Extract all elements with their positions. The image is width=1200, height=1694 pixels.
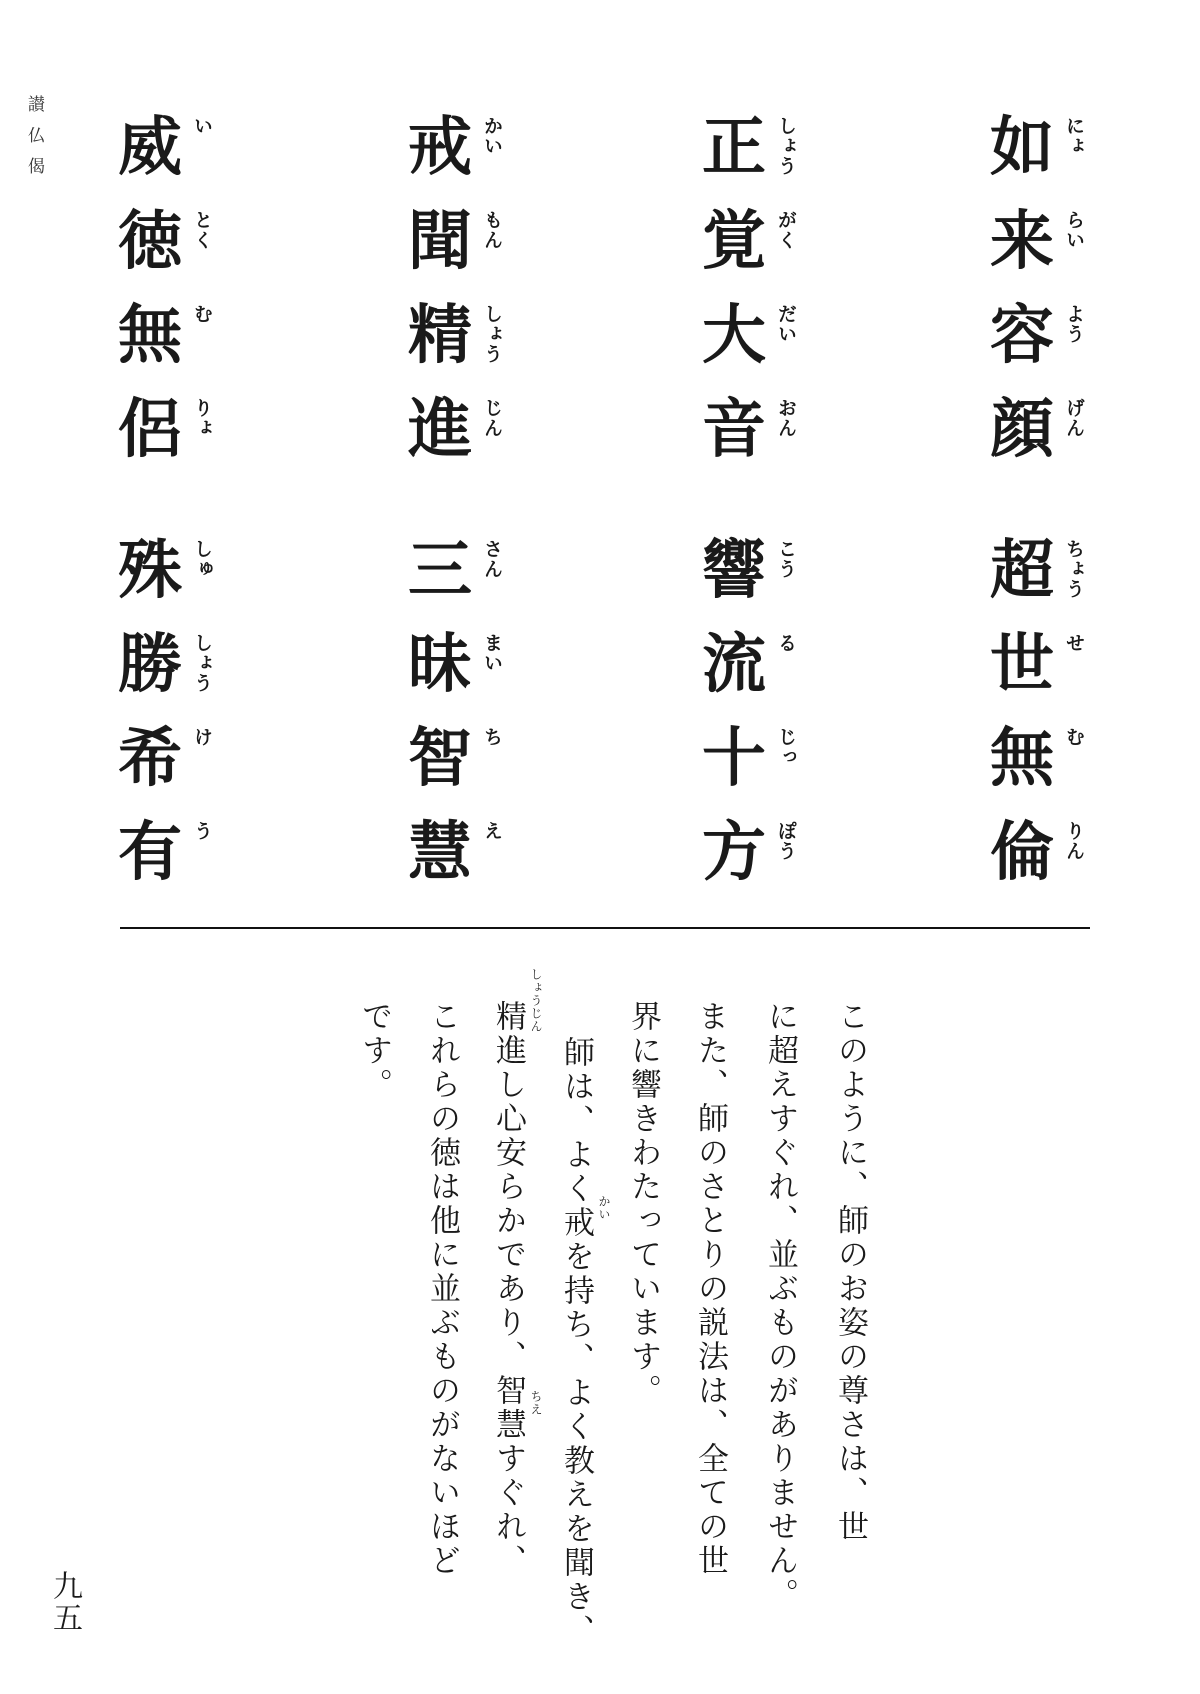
verse-glyph: 有 — [118, 816, 182, 890]
verse-furigana: る — [775, 633, 797, 653]
verse-character — [113, 299, 213, 394]
verse-glyph: 無 — [118, 299, 182, 373]
verse-furigana: だい — [775, 304, 797, 344]
verse-furigana: おん — [775, 398, 797, 438]
verse-character — [113, 628, 213, 723]
verse-column — [697, 112, 807, 488]
commentary-line: このように、師のお姿の尊さは、世 — [832, 1000, 868, 1544]
verse-character — [403, 816, 503, 911]
verse-furigana: じん — [481, 398, 503, 438]
page-number: 九五 — [47, 1570, 82, 1634]
commentary-line: 精進し心安らかであり、智慧すぐれ、 — [490, 1000, 526, 1578]
verse-furigana: ちょう — [1063, 539, 1085, 599]
verse-glyph: 正 — [702, 111, 766, 185]
verse-furigana: え — [481, 821, 503, 841]
verse-column — [113, 112, 223, 488]
verse-furigana: じっ — [775, 727, 797, 767]
verse-glyph: 殊 — [118, 534, 182, 608]
verse-glyph: 希 — [118, 722, 182, 796]
furigana-shoujin: しょうじん — [529, 968, 543, 1033]
verse-character — [113, 722, 213, 817]
verse-furigana: よう — [1063, 304, 1085, 344]
verse-furigana: さん — [481, 539, 503, 579]
verse-glyph: 十 — [702, 722, 766, 796]
verse-glyph: 大 — [702, 299, 766, 373]
verse-character — [403, 393, 503, 488]
verse-glyph: 慧 — [408, 816, 472, 890]
furigana-chie: ちえ — [529, 1390, 543, 1416]
verse-furigana: もん — [481, 210, 503, 250]
verse-furigana: しょう — [191, 633, 213, 693]
verse-furigana: りん — [1063, 821, 1085, 861]
verse-furigana: ぽう — [775, 821, 797, 861]
verse-character — [697, 722, 797, 817]
verse-glyph: 聞 — [408, 205, 472, 279]
verse-furigana: とく — [191, 210, 213, 250]
verse-character — [403, 534, 503, 629]
verse-glyph: 世 — [990, 628, 1054, 702]
verse-column — [985, 112, 1095, 488]
verse-glyph: 無 — [990, 722, 1054, 796]
verse-character — [113, 205, 213, 300]
verse-furigana: しょう — [775, 116, 797, 176]
commentary-line: 界に響きわたっています。 — [625, 1000, 661, 1408]
verse-glyph: 三 — [408, 534, 472, 608]
verse-glyph: 進 — [408, 393, 472, 467]
verse-character — [403, 628, 503, 723]
verse-character — [697, 393, 797, 488]
verse-furigana: い — [191, 116, 213, 136]
verse-character — [403, 299, 503, 394]
verse-furigana: かい — [481, 116, 503, 156]
verse-glyph: 超 — [990, 534, 1054, 608]
verse-character — [697, 628, 797, 723]
verse-glyph: 如 — [990, 111, 1054, 185]
verse-character — [113, 393, 213, 488]
verse-furigana: う — [191, 821, 213, 841]
verse-furigana: がく — [775, 210, 797, 250]
verse-character — [985, 534, 1085, 629]
commentary-line: 師は、よく戒を持ち、よく教えを聞き、 — [558, 1036, 594, 1648]
verse-character — [985, 816, 1085, 911]
commentary-line: に超えすぐれ、並ぶものがありません。 — [762, 1000, 798, 1612]
verse-glyph: 昧 — [408, 628, 472, 702]
verse-column — [985, 535, 1095, 911]
verse-character — [697, 205, 797, 300]
verse-furigana: げん — [1063, 398, 1085, 438]
verse-glyph: 音 — [702, 393, 766, 467]
verse-furigana: しょう — [481, 304, 503, 364]
verse-glyph: 徳 — [118, 205, 182, 279]
verse-glyph: 威 — [118, 111, 182, 185]
verse-character — [403, 205, 503, 300]
commentary-line: これらの徳は他に並ぶものがないほど — [424, 1000, 460, 1578]
verse-character — [697, 534, 797, 629]
verse-character — [697, 299, 797, 394]
verse-furigana: む — [191, 304, 213, 324]
verse-character — [985, 205, 1085, 300]
verse-glyph: 勝 — [118, 628, 182, 702]
verse-character — [113, 816, 213, 911]
verse-furigana: せ — [1063, 633, 1085, 653]
verse-furigana: ち — [481, 727, 503, 747]
commentary-line: です。 — [356, 1000, 392, 1102]
verse-character — [113, 111, 213, 206]
verse-glyph: 容 — [990, 299, 1054, 373]
verse-furigana: まい — [481, 633, 503, 673]
verse-glyph: 智 — [408, 722, 472, 796]
verse-column — [697, 535, 807, 911]
verse-glyph: 精 — [408, 299, 472, 373]
commentary-line: また、師のさとりの説法は、全ての世 — [692, 1000, 728, 1578]
verse-character — [697, 111, 797, 206]
verse-glyph: 来 — [990, 205, 1054, 279]
verse-character — [985, 299, 1085, 394]
verse-glyph: 響 — [702, 534, 766, 608]
verse-furigana: け — [191, 727, 213, 747]
verse-character — [985, 393, 1085, 488]
running-title: 讃仏偈 — [24, 95, 44, 188]
verse-character — [985, 111, 1085, 206]
verse-glyph: 流 — [702, 628, 766, 702]
verse-character — [403, 111, 503, 206]
furigana-kai: かい — [597, 1195, 611, 1221]
verse-furigana: しゅ — [191, 539, 213, 579]
verse-furigana: らい — [1063, 210, 1085, 250]
verse-column — [113, 535, 223, 911]
verse-furigana: こう — [775, 539, 797, 579]
verse-glyph: 覚 — [702, 205, 766, 279]
verse-glyph: 方 — [702, 816, 766, 890]
verse-glyph: 倫 — [990, 816, 1054, 890]
verse-character — [697, 816, 797, 911]
divider-rule — [120, 927, 1090, 929]
verse-column — [403, 112, 513, 488]
verse-furigana: りょ — [191, 398, 213, 438]
verse-character — [985, 722, 1085, 817]
verse-furigana: にょ — [1063, 116, 1085, 156]
verse-glyph: 戒 — [408, 111, 472, 185]
verse-glyph: 侶 — [118, 393, 182, 467]
verse-glyph: 顔 — [990, 393, 1054, 467]
verse-furigana: む — [1063, 727, 1085, 747]
verse-column — [403, 535, 513, 911]
verse-character — [985, 628, 1085, 723]
verse-character — [403, 722, 503, 817]
verse-character — [113, 534, 213, 629]
